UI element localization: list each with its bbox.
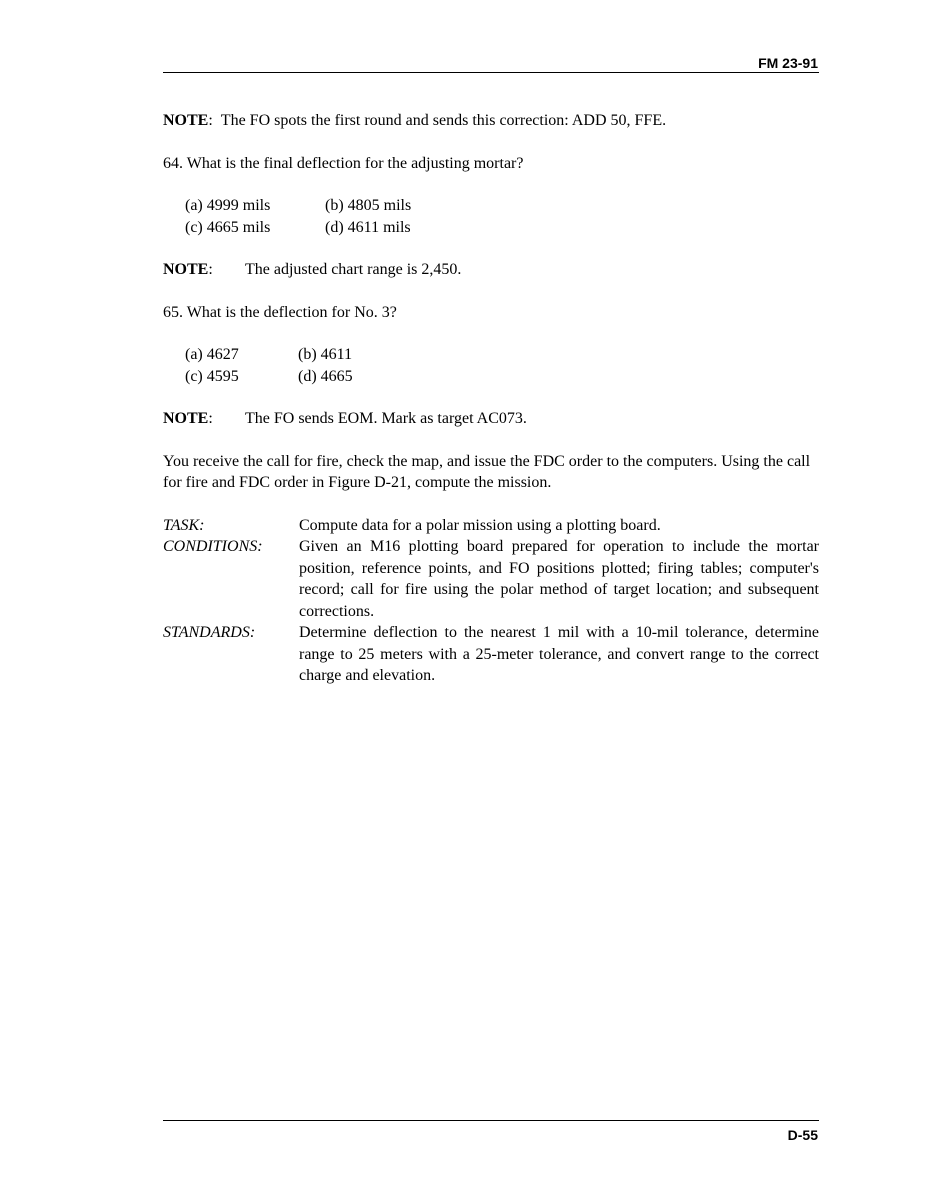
option-b: (b) 4611	[298, 346, 353, 363]
task-text: Compute data for a polar mission using a plotting board.	[299, 516, 661, 534]
note-eom	[163, 408, 819, 430]
note-adjusted-range	[163, 259, 819, 281]
note-text: The adjusted chart range is 2,450.	[245, 261, 462, 278]
note-label: NOTE:	[163, 410, 213, 427]
option-c: (c) 4595	[185, 367, 239, 385]
option-a: (a) 4627	[185, 346, 239, 363]
note-text: The FO spots the first round and sends this correction: ADD 50, FFE.	[220, 112, 667, 129]
option-d: (d) 4611 mils	[325, 218, 411, 236]
note-label: NOTE:	[163, 112, 213, 129]
question-65: 65. What is the deflection for No. 3?	[163, 303, 397, 321]
page-content	[163, 110, 819, 687]
question-65-options	[185, 344, 819, 387]
option-c: (c) 4665 mils	[185, 218, 271, 236]
task-row	[163, 515, 819, 537]
option-d: (d) 4665	[298, 367, 353, 385]
note-text: The FO sends EOM. Mark as target AC073.	[245, 410, 527, 427]
question-64: 64. What is the final deflection for the adjusting mortar?	[163, 154, 524, 172]
note-first-round	[163, 110, 819, 132]
page-number: D-55	[787, 1127, 818, 1143]
conditions-row	[163, 536, 819, 622]
task-conditions-standards	[163, 515, 819, 687]
header-rule	[163, 72, 819, 73]
conditions-text: Given an M16 plotting board prepared for operation to include the mortar position, reference points, and FO positions plotted; firing tables; computer's record; call for fire using the polar method of target location; and subsequent corrections.	[299, 538, 819, 620]
standards-label: STANDARDS:	[163, 624, 256, 641]
note-label: NOTE:	[163, 261, 213, 278]
footer-rule	[163, 1120, 819, 1121]
task-label: TASK:	[163, 516, 205, 534]
option-b: (b) 4805 mils	[325, 197, 412, 214]
question-64-options	[185, 195, 819, 238]
document-id: FM 23-91	[758, 55, 818, 71]
standards-text: Determine deflection to the nearest 1 mil with a 10-mil tolerance, determine range to 25 meters with a 25-meter tolerance, and convert range to the correct charge and elevation.	[299, 624, 819, 684]
conditions-label: CONDITIONS:	[163, 538, 263, 555]
intro-paragraph: You receive the call for fire, check the map, and issue the FDC order to the computers. Using the call for fire and FDC order in Figure D-21, compute the mission.	[163, 452, 811, 491]
option-a: (a) 4999 mils	[185, 197, 271, 214]
standards-row	[163, 622, 819, 687]
